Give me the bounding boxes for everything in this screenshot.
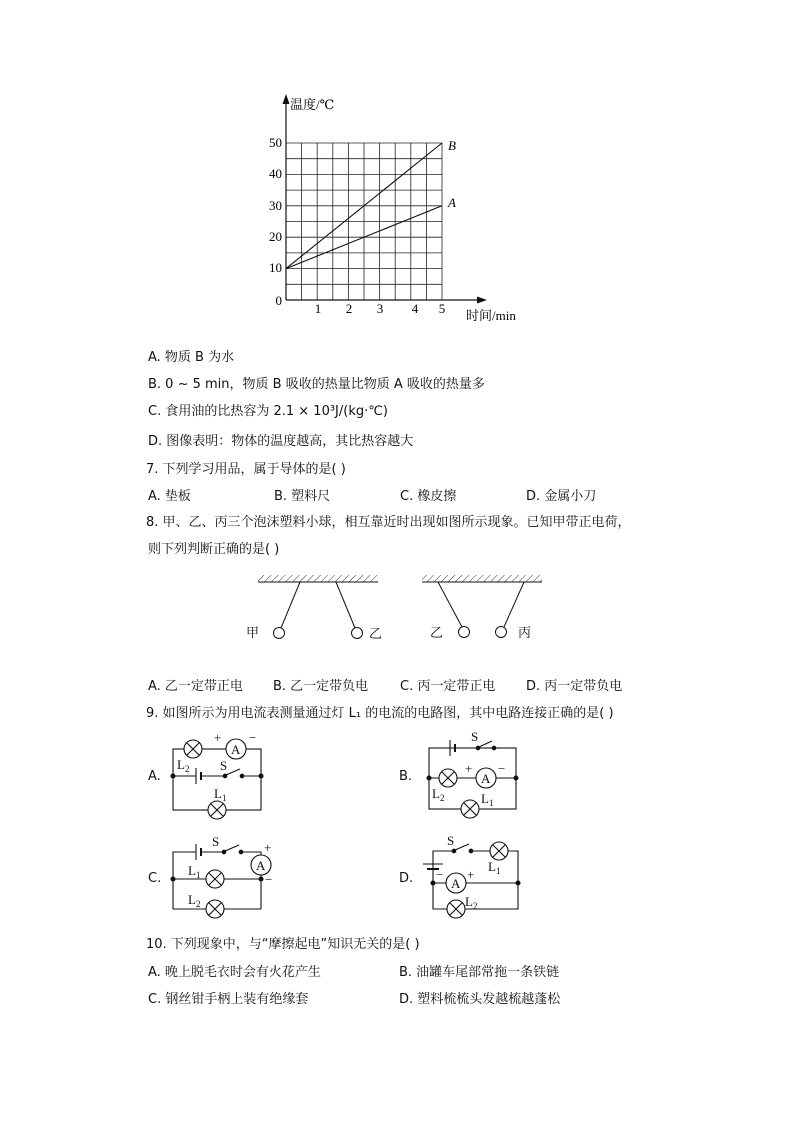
thread-yi-left (336, 582, 355, 628)
q7-option-c: C. 橡皮擦 (400, 489, 457, 504)
circuit-option-d-label: D. (399, 871, 414, 886)
l1-label-a: $L_1$ (214, 786, 227, 803)
ball-yi-right (459, 627, 470, 638)
ytick-30: 30 (269, 198, 282, 213)
y-axis-label: 温度/℃ (290, 97, 335, 112)
xtick-3: 3 (376, 301, 384, 316)
q8-balls-figure (0, 570, 794, 650)
q7-option-d: D. 金属小刀 (526, 489, 597, 504)
y-axis-arrow (283, 94, 290, 104)
ytick-40: 40 (269, 166, 282, 181)
l2-label-a: $L_2$ (177, 757, 190, 774)
q6-option-b: B. 0 ~ 5 min，物质 B 吸收的热量比物质 A 吸收的热量多 (148, 377, 485, 392)
plus-d: + (467, 867, 475, 882)
l2-label-d: $L_2$ (465, 894, 478, 911)
q10-option-b: B. 油罐车尾部常拖一条铁链 (399, 965, 560, 980)
l2-label-b: $L_2$ (432, 786, 445, 803)
ytick-0: 0 (275, 293, 282, 308)
ytick-10: 10 (269, 260, 282, 275)
graph-grid (286, 143, 442, 300)
q10-option-c: C. 钢丝钳手柄上装有绝缘套 (148, 992, 309, 1007)
q8-option-b: B. 乙一定带负电 (273, 679, 369, 694)
plus-c: + (264, 840, 272, 855)
ammeter-letter-c: A (256, 858, 266, 873)
circuit-a (171, 739, 263, 819)
xtick-2: 2 (345, 301, 353, 316)
ammeter-letter-b: A (481, 771, 491, 786)
switch-label-b: S (471, 729, 479, 744)
q6-option-d: D. 图像表明：物体的温度越高，其比热容越大 (148, 434, 414, 449)
circuit-c (171, 844, 271, 918)
xtick-4: 4 (411, 301, 419, 316)
q10-stem: 10. 下列现象中，与“摩擦起电”知识无关的是( ) (146, 937, 420, 952)
q8-option-a: A. 乙一定带正电 (148, 679, 243, 694)
ceiling-left (258, 575, 378, 582)
thread-jia (281, 582, 300, 628)
switch-label-c: S (212, 834, 220, 849)
series-a-label: A (448, 195, 456, 210)
ammeter-letter-d: A (451, 876, 461, 891)
minus-d: − (436, 867, 444, 882)
ball-bing (496, 627, 507, 638)
ceiling-right (422, 575, 542, 582)
xtick-5: 5 (438, 301, 446, 316)
plus-a: + (214, 730, 222, 745)
q8-option-c: C. 丙一定带正电 (400, 679, 496, 694)
x-axis-arrow (477, 297, 487, 304)
l1-label-c: $L_1$ (188, 863, 201, 880)
ytick-50: 50 (269, 135, 282, 150)
q10-option-d: D. 塑料梳梳头发越梳越蓬松 (399, 992, 561, 1007)
label-yi-right: 乙 (430, 626, 444, 641)
q9-circuits (0, 728, 794, 928)
l1-label-b: $L_1$ (481, 791, 494, 808)
q8-option-d: D. 丙一定带负电 (526, 679, 623, 694)
q7-stem: 7. 下列学习用品，属于导体的是( ) (146, 462, 346, 477)
xtick-1: 1 (314, 301, 322, 316)
ball-jia (274, 628, 285, 639)
circuit-b (427, 740, 518, 818)
ammeter-letter-a: A (231, 742, 241, 757)
l1-label-d: $L_1$ (488, 859, 501, 876)
series-b-label: B (448, 138, 456, 153)
label-yi-left: 乙 (369, 627, 383, 642)
x-axis-label: 时间/min (466, 308, 516, 323)
switch-label-d: S (447, 833, 455, 848)
thread-yi-right (438, 582, 462, 627)
q6-option-c: C. 食用油的比热容为 2.1 × 10³J/(kg·℃) (148, 404, 388, 419)
minus-a: − (249, 730, 257, 745)
thread-bing (504, 582, 524, 627)
q7-option-a: A. 垫板 (148, 489, 191, 504)
l2-label-c: $L_2$ (188, 892, 201, 909)
minus-b: − (498, 761, 506, 776)
switch-label-a: S (220, 758, 228, 773)
q9-stem: 9. 如图所示为用电流表测量通过灯 L₁ 的电流的电路图，其中电路连接正确的是( ) (146, 706, 614, 721)
circuit-option-b-label: B. (399, 769, 413, 784)
ytick-20: 20 (269, 229, 282, 244)
minus-c: − (265, 872, 273, 887)
q6-option-a: A. 物质 B 为水 (148, 350, 235, 365)
circuit-option-a-label: A. (148, 769, 161, 784)
plus-b: + (465, 761, 473, 776)
q7-option-b: B. 塑料尺 (274, 489, 331, 504)
q8-stem-line2: 则下列判断正确的是( ) (148, 542, 280, 557)
q10-option-a: A. 晚上脱毛衣时会有火花产生 (148, 965, 321, 980)
temperature-time-graph (0, 0, 794, 340)
ball-yi-left (352, 628, 363, 639)
label-bing: 丙 (518, 626, 532, 641)
label-jia: 甲 (246, 626, 260, 641)
circuit-option-c-label: C. (148, 871, 162, 886)
q8-stem-line1: 8. 甲、乙、丙三个泡沫塑料小球，相互靠近时出现如图所示现象。已知甲带正电荷， (146, 515, 631, 530)
